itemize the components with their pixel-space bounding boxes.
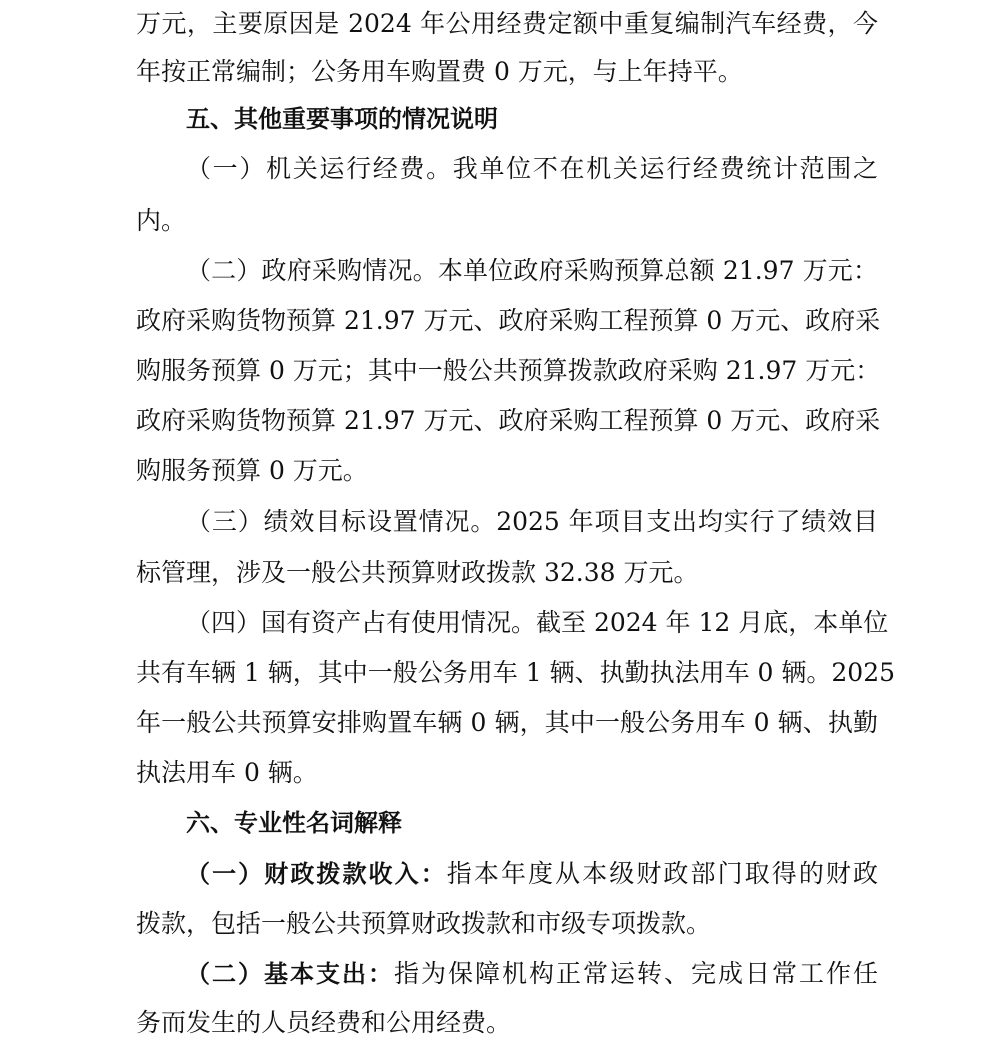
paragraph-line: 政府采购货物预算 21.97 万元、政府采购工程预算 0 万元、政府采 bbox=[136, 406, 881, 435]
term-lead: （二）基本支出： bbox=[186, 960, 394, 988]
paragraph-line bbox=[186, 502, 878, 542]
item-text: 本单位政府采购预算总额 21.97 万元： bbox=[437, 256, 878, 285]
item-text: 我单位不在机关运行经费统计范围之 bbox=[452, 154, 878, 183]
section-heading: 六、专业性名词解释 bbox=[186, 809, 402, 837]
section-heading: 五、其他重要事项的情况说明 bbox=[186, 105, 498, 133]
paragraph-line bbox=[186, 954, 878, 994]
item-text: 截至 2024 年 12 月底，本单位 bbox=[536, 608, 889, 637]
item-text: 指为保障机构正常运转、完成日常工作任 bbox=[394, 959, 878, 988]
item-text: 2025 年项目支出均实行了绩效目 bbox=[496, 507, 878, 536]
paragraph-line bbox=[186, 603, 889, 643]
item-lead: （三）绩效目标设置情况。 bbox=[186, 507, 497, 536]
paragraph-line: 年按正常编制；公务用车购置费 0 万元，与上年持平。 bbox=[136, 57, 743, 86]
paragraph-line: 务而发生的人员经费和公用经费。 bbox=[136, 1008, 512, 1037]
item-lead: （二）政府采购情况。 bbox=[186, 256, 438, 285]
item-text: 指本年度从本级财政部门取得的财政 bbox=[446, 859, 878, 888]
paragraph-line bbox=[186, 251, 878, 291]
paragraph-line: 内。 bbox=[136, 206, 187, 235]
term-lead: （一）财政拨款收入： bbox=[186, 860, 447, 888]
paragraph-line: 标管理，涉及一般公共预算财政拨款 32.38 万元。 bbox=[136, 558, 699, 587]
item-lead: （四）国有资产占有使用情况。 bbox=[186, 608, 537, 637]
paragraph-line bbox=[186, 854, 878, 894]
paragraph-line: 购服务预算 0 万元。 bbox=[136, 456, 368, 485]
paragraph-line bbox=[186, 149, 878, 189]
paragraph-line: 年一般公共预算安排购置车辆 0 辆，其中一般公务用车 0 辆、执勤 bbox=[136, 708, 878, 737]
paragraph-line: 政府采购货物预算 21.97 万元、政府采购工程预算 0 万元、政府采 bbox=[136, 306, 881, 335]
paragraph-line: 执法用车 0 辆。 bbox=[136, 758, 318, 787]
item-lead: （一）机关运行经费。 bbox=[186, 154, 453, 183]
paragraph-line: 购服务预算 0 万元；其中一般公共预算拨款政府采购 21.97 万元： bbox=[136, 356, 881, 385]
paragraph-line: 拨款，包括一般公共预算财政拨款和市级专项拨款。 bbox=[136, 909, 712, 938]
paragraph-line: 共有车辆 1 辆，其中一般公务用车 1 辆、执勤执法用车 0 辆。2025 bbox=[136, 658, 896, 687]
paragraph-line: 万元，主要原因是 2024 年公用经费定额中重复编制汽车经费，今 bbox=[136, 9, 878, 38]
